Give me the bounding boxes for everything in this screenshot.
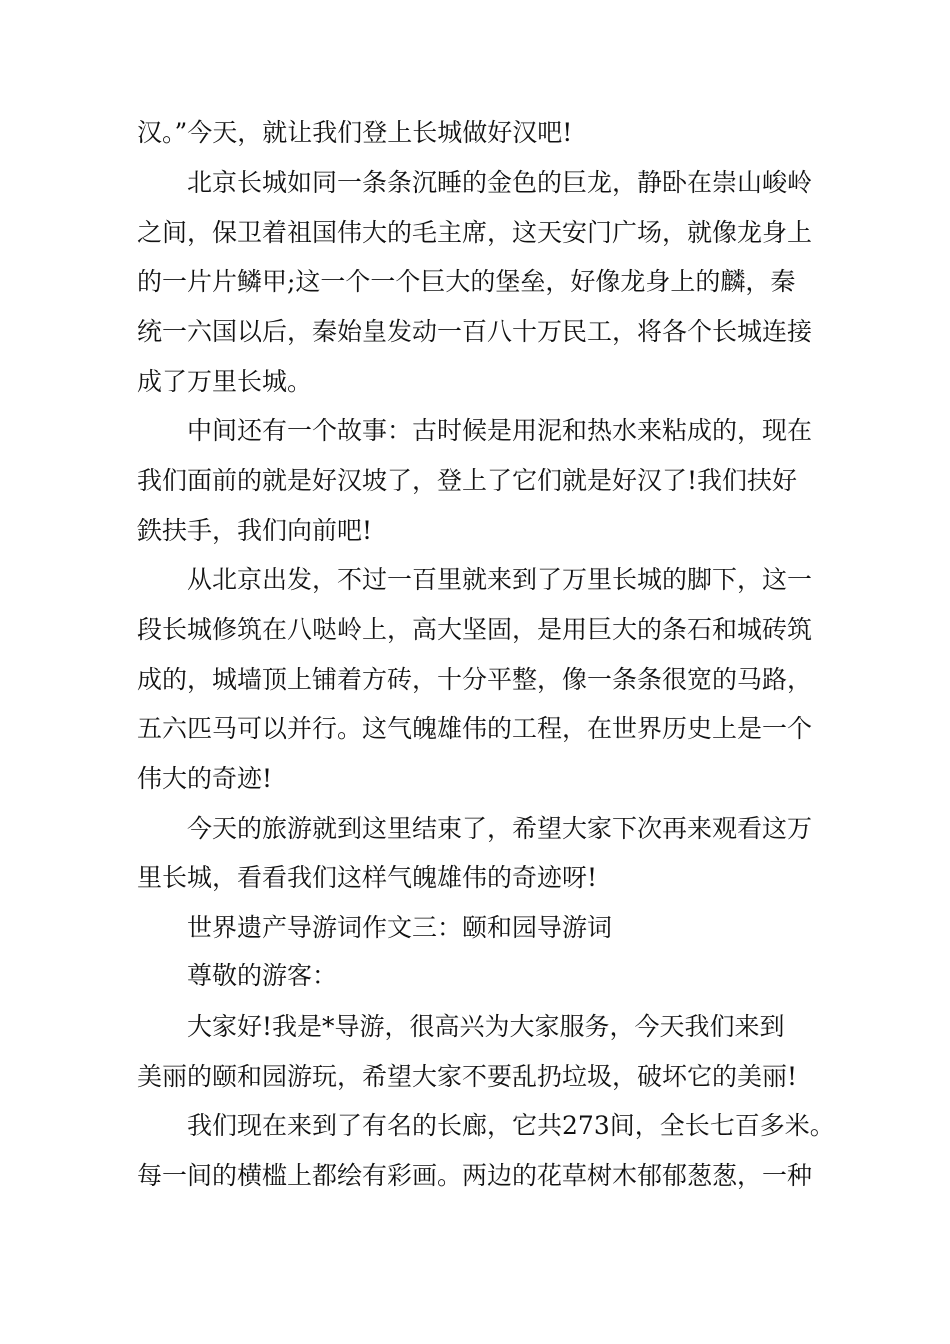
text-line: 汉。”今天，就让我们登上长城做好汉吧! [137,118,573,147]
text-line: 成了万里长城。 [137,367,313,396]
text-line: 我们现在来到了有名的长廊，它共273间，全长七百多米。 [187,1111,835,1140]
text-line: 成的，城墙顶上铺着方砖，十分平整，像一条条很宽的马路， [137,665,813,694]
text-line: 鉄扶手，我们向前吧! [137,516,373,545]
text-line: 从北京出发，不过一百里就来到了万里长城的脚下，这一 [187,565,813,594]
text-line: 之间，保卫着祖国伟大的毛主席，这天安门广场，就像龙身上 [137,218,813,247]
text-line: 今天的旅游就到这里结束了，希望大家下次再来观看这万 [187,814,813,843]
text-line: 的一片片鳞甲;这一个一个巨大的堡垒，好像龙身上的麟，秦 [137,267,796,296]
text-line: 中间还有一个故事：古时候是用泥和热水来粘成的，现在 [187,416,813,445]
text-line: 北京长城如同一条条沉睡的金色的巨龙，静卧在崇山峻岭 [187,168,813,197]
text-line: 段长城修筑在八哒岭上，高大坚固，是用巨大的条石和城砖筑 [137,615,813,644]
text-line: 伟大的奇迹! [137,764,273,793]
text-line: 美丽的颐和园游玩，希望大家不要乱扔垃圾，破坏它的美丽! [137,1062,798,1091]
text-line: 每一间的横槛上都绘有彩画。两边的花草树木郁郁葱葱，一种 [137,1161,813,1190]
text-line: 大家好!我是*导游，很高兴为大家服务，今天我们来到 [187,1012,785,1041]
text-line: 统一六国以后，秦始皇发动一百八十万民工，将各个长城连接 [137,317,813,346]
text-line: 尊敬的游客： [187,961,338,990]
text-line: 五六匹马可以并行。这气魄雄伟的工程，在世界历史上是一个 [137,714,813,743]
text-line: 里长城，看看我们这样气魄雄伟的奇迹呀! [137,863,598,892]
text-line: 我们面前的就是好汉坡了，登上了它们就是好汉了!我们扶好 [137,466,798,495]
section-heading: 世界遗产导游词作文三：颐和园导游词 [187,913,613,942]
